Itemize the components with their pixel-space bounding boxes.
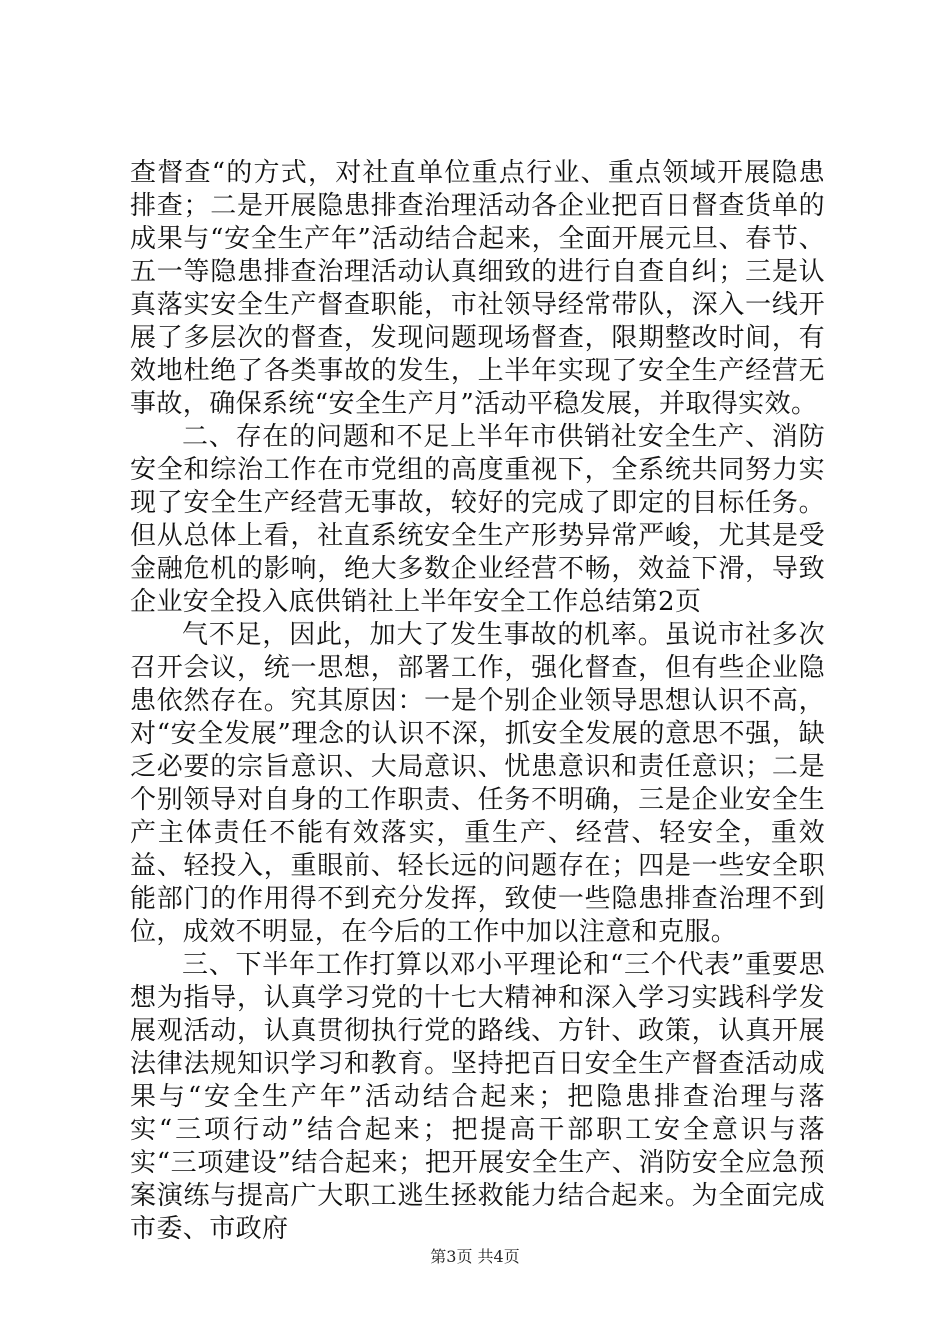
document-body xyxy=(130,157,825,1246)
paragraph: 三、下半年工作打算以邓小平理论和“三个代表”重要思想为指导，认真学习党的十七大精神和深入学习实践科学发展观活动，认真贯彻执行党的路线、方针、政策，认真开展法律法规知识学习和教育。坚持把百日安全生产督查活动成果与“安全生产年”活动结合起来；把隐患排查治理与落实“三项行动”结合起来；把提高干部职工安全意识与落实“三项建设”结合起来；把开展安全生产、消防安全应急预案演练与提高广大职工逃生拯救能力结合起来。为全面完成市委、市政府 xyxy=(130,950,825,1244)
paragraph: 气不足，因此，加大了发生事故的机率。虽说市社多次召开会议，统一思想，部署工作，强化督查，但有些企业隐患依然存在。究其原因：一是个别企业领导思想认识不高，对“安全发展”理念的认识不深，抓安全发展的意思不强，缺乏必要的宗旨意识、大局意识、忧患意识和责任意识；二是个别领导对自身的工作职责、任务不明确，三是企业安全生产主体责任不能有效落实，重生产、经营、轻安全，重效益、轻投入，重眼前、轻长远的问题存在；四是一些安全职能部门的作用得不到充分发挥，致使一些隐患排查治理不到位，成效不明显，在今后的工作中加以注意和克服。 xyxy=(130,620,825,947)
paragraph: 二、存在的问题和不足上半年市供销社安全生产、消防安全和综治工作在市党组的高度重视下，全系统共同努力实现了安全生产经营无事故，较好的完成了即定的目标任务。但从总体上看，社直系统安全生产形势异常严峻，尤其是受金融危机的影响，绝大多数企业经营不畅，效益下滑，导致企业安全投入底供销社上半年安全工作总结第2页 xyxy=(130,422,825,617)
page-number-footer: 第3页 共4页 xyxy=(430,1247,520,1266)
paragraph: 查督查“的方式，对社直单位重点行业、重点领域开展隐患排查；二是开展隐患排查治理活动各企业把百日督查货单的成果与“安全生产年”活动结合起来，全面开展元旦、春节、五一等隐患排查治理活动认真细致的进行自查自纠；三是认真落实安全生产督查职能，市社领导经常带队，深入一线开展了多层次的督查，发现问题现场督查，限期整改时间，有效地杜绝了各类事故的发生，上半年实现了安全生产经营无事故，确保系统“安全生产月”活动平稳发展，并取得实效。 xyxy=(130,158,825,419)
